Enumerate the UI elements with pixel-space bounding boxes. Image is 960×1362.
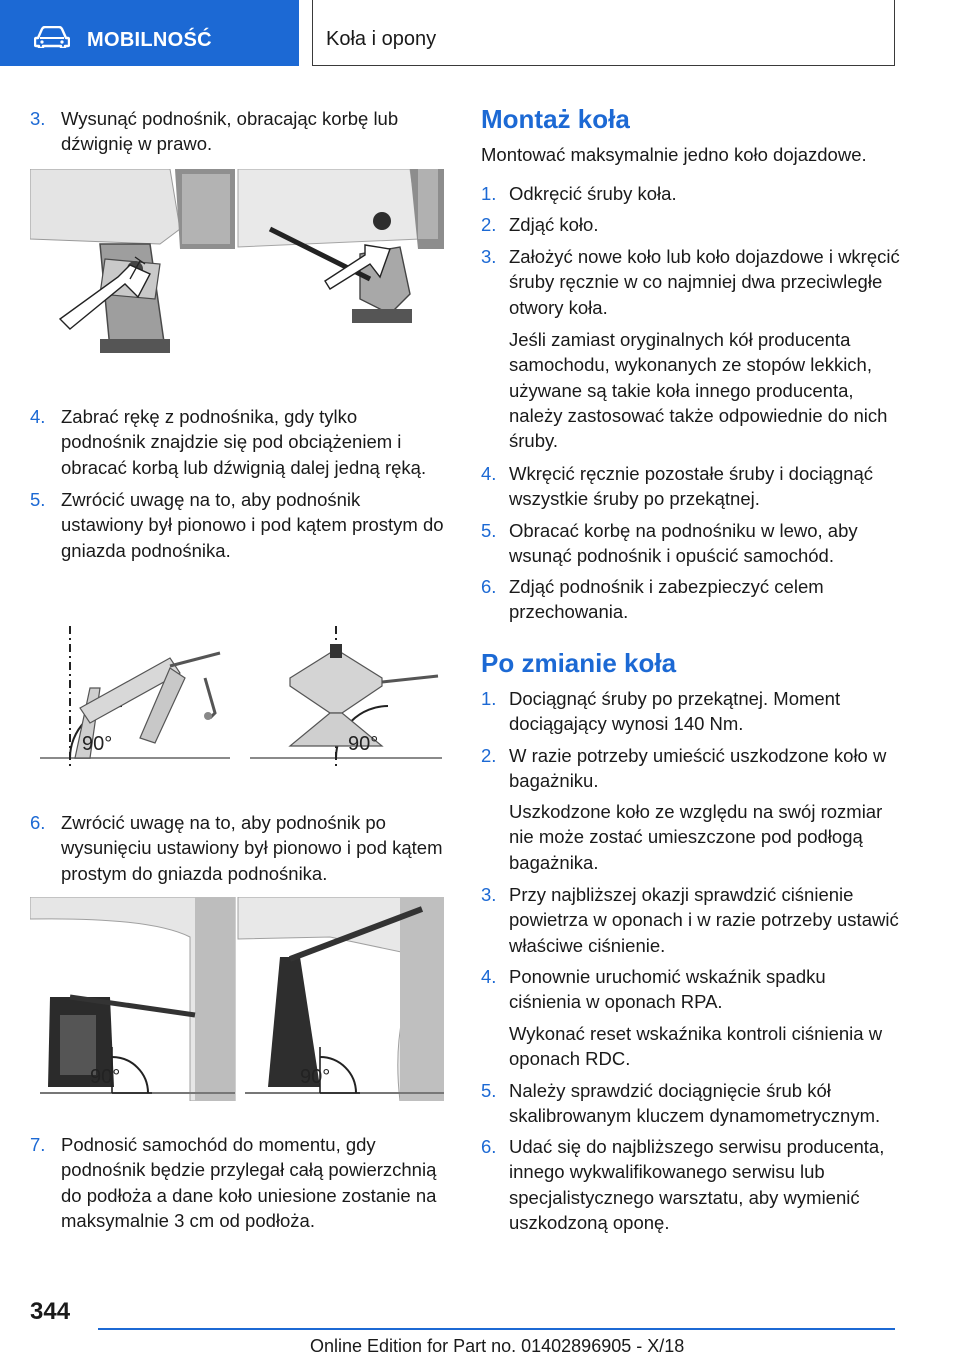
- step-text: Udać się do najbliższego serwisu producenta, innego wykwalifikowanego serwisu lub specjalistycznego warsztatu, aby wymienić uszkodzoną oponę.: [509, 1136, 885, 1233]
- step-number: 3.: [481, 246, 497, 267]
- step-mount-6: [481, 574, 901, 625]
- step-after-2: [481, 743, 901, 794]
- step-text: Założyć nowe koło lub koło dojazdowe i wkręcić śruby ręcznie w co najmniej dwa przeciwległe otwory koła.: [509, 246, 900, 318]
- step-left-7: [30, 1132, 446, 1233]
- page-header: [0, 0, 960, 66]
- step-number: 2.: [481, 214, 497, 235]
- step-text: Odkręcić śruby koła.: [509, 183, 677, 204]
- step-mount-3: [481, 244, 901, 320]
- figure-jack-angle: [30, 618, 444, 768]
- header-title-box: [312, 0, 895, 66]
- step-after-3: [481, 882, 901, 958]
- note-mount-3: Jeśli zamiast oryginalnych kół producenta samochodu, wykonanych ze stopów lekkich, używane są takie koła innego producenta, należy zastosować także odpowiednie do nich śruby.: [509, 329, 888, 452]
- step-number: 3.: [30, 108, 46, 129]
- step-number: 2.: [481, 745, 497, 766]
- step-after-1: [481, 686, 901, 737]
- step-left-3: [30, 106, 446, 157]
- step-text: Ponownie uruchomić wskaźnik spadku ciśnienia w oponach RPA.: [509, 966, 826, 1013]
- step-number: 6.: [30, 812, 46, 833]
- page-number: 344: [30, 1298, 71, 1325]
- section-title-after: Po zmianie koła: [481, 648, 677, 678]
- figure-jack-contact: [30, 897, 444, 1101]
- step-text: Zdjąć koło.: [509, 214, 599, 235]
- angle-label: 90°: [300, 1066, 331, 1088]
- step-number: 7.: [30, 1134, 46, 1155]
- step-left-4: [30, 404, 446, 480]
- step-number: 4.: [481, 966, 497, 987]
- header-category: MOBILNOŚĆ: [87, 29, 212, 51]
- step-after-5: [481, 1078, 901, 1129]
- step-after-4: [481, 964, 901, 1015]
- note-after-4: Wykonać reset wskaźnika kontroli ciśnienia w oponach RDC.: [509, 1023, 883, 1070]
- angle-label: 90°: [82, 733, 113, 755]
- step-text: Obracać korbę na podnośniku w lewo, aby wsunąć podnośnik i opuścić samochód.: [509, 520, 858, 567]
- figure-jack-extend-right: [238, 169, 444, 359]
- figure-jack-contact-left: [30, 897, 235, 1101]
- step-mount-2: [481, 212, 901, 237]
- header-category-tab: [0, 0, 299, 66]
- step-number: 4.: [30, 406, 46, 427]
- step-after-6: [481, 1134, 901, 1235]
- angle-label: 90°: [90, 1066, 121, 1088]
- step-number: 6.: [481, 576, 497, 597]
- step-number: 6.: [481, 1136, 497, 1157]
- figure-jack-angle-right: [250, 626, 442, 766]
- figure-jack-extend: [30, 169, 444, 359]
- step-text: Podnosić samochód do momentu, gdy podnośnik będzie przylegał całą powierzchnią do podłoża a dane koło uniesione zostanie na maksymalnie 3 cm od podłoża.: [61, 1134, 437, 1231]
- step-text: Wkręcić ręcznie pozostałe śruby i dociągnąć wszystkie śruby po przekątnej.: [509, 463, 873, 510]
- note-after-2: Uszkodzone koło ze względu na swój rozmiar nie może zostać umieszczone pod podłogą bagażnika.: [509, 801, 883, 873]
- angle-label: 90°: [348, 733, 379, 755]
- step-number: 1.: [481, 183, 497, 204]
- step-number: 3.: [481, 884, 497, 905]
- footer-divider: [98, 1328, 895, 1330]
- section-title-mount: Montaż koła: [481, 104, 630, 134]
- step-number: 1.: [481, 688, 497, 709]
- step-left-6: [30, 810, 446, 886]
- step-mount-4: [481, 461, 901, 512]
- footer-edition: Online Edition for Part no. 01402896905 - X/18: [310, 1336, 685, 1356]
- step-text: Dociągnąć śruby po przekątnej. Moment dociągający wynosi 140 Nm.: [509, 688, 841, 735]
- step-text: W razie potrzeby umieścić uszkodzone koło w bagażniku.: [509, 745, 887, 792]
- step-number: 4.: [481, 463, 497, 484]
- step-text: Zwrócić uwagę na to, aby podnośnik ustawiony był pionowo i pod kątem prostym do gniazda podnośnika.: [61, 489, 444, 561]
- step-text: Wysunąć podnośnik, obracając korbę lub dźwignię w prawo.: [61, 108, 399, 155]
- step-text: Zabrać rękę z podnośnika, gdy tylko podnośnik znajdzie się pod obciążeniem i obracać korbą lub dźwignią dalej jedną ręką.: [61, 406, 427, 478]
- step-text: Zdjąć podnośnik i zabezpieczyć celem przechowania.: [509, 576, 824, 623]
- step-text: Należy sprawdzić dociągnięcie śrub kół skalibrowanym kluczem dynamometrycznym.: [509, 1080, 881, 1127]
- step-number: 5.: [481, 1080, 497, 1101]
- car-icon: [34, 26, 70, 48]
- step-text: Zwrócić uwagę na to, aby podnośnik po wysunięciu ustawiony był pionowo i pod kątem prostym do gniazda podnośnika.: [61, 812, 443, 884]
- step-mount-5: [481, 518, 901, 569]
- figure-jack-angle-left: [40, 626, 230, 766]
- step-text: Przy najbliższej okazji sprawdzić ciśnienie powietrza w oponach i w razie potrzeby ustawić właściwe ciśnienie.: [509, 884, 899, 956]
- header-title: Koła i opony: [326, 28, 437, 50]
- step-number: 5.: [30, 489, 46, 510]
- step-mount-1: [481, 181, 901, 206]
- step-number: 5.: [481, 520, 497, 541]
- step-left-5: [30, 487, 446, 563]
- section-lead-mount: Montować maksymalnie jedno koło dojazdowe.: [481, 144, 867, 165]
- figure-jack-contact-right: [238, 897, 444, 1101]
